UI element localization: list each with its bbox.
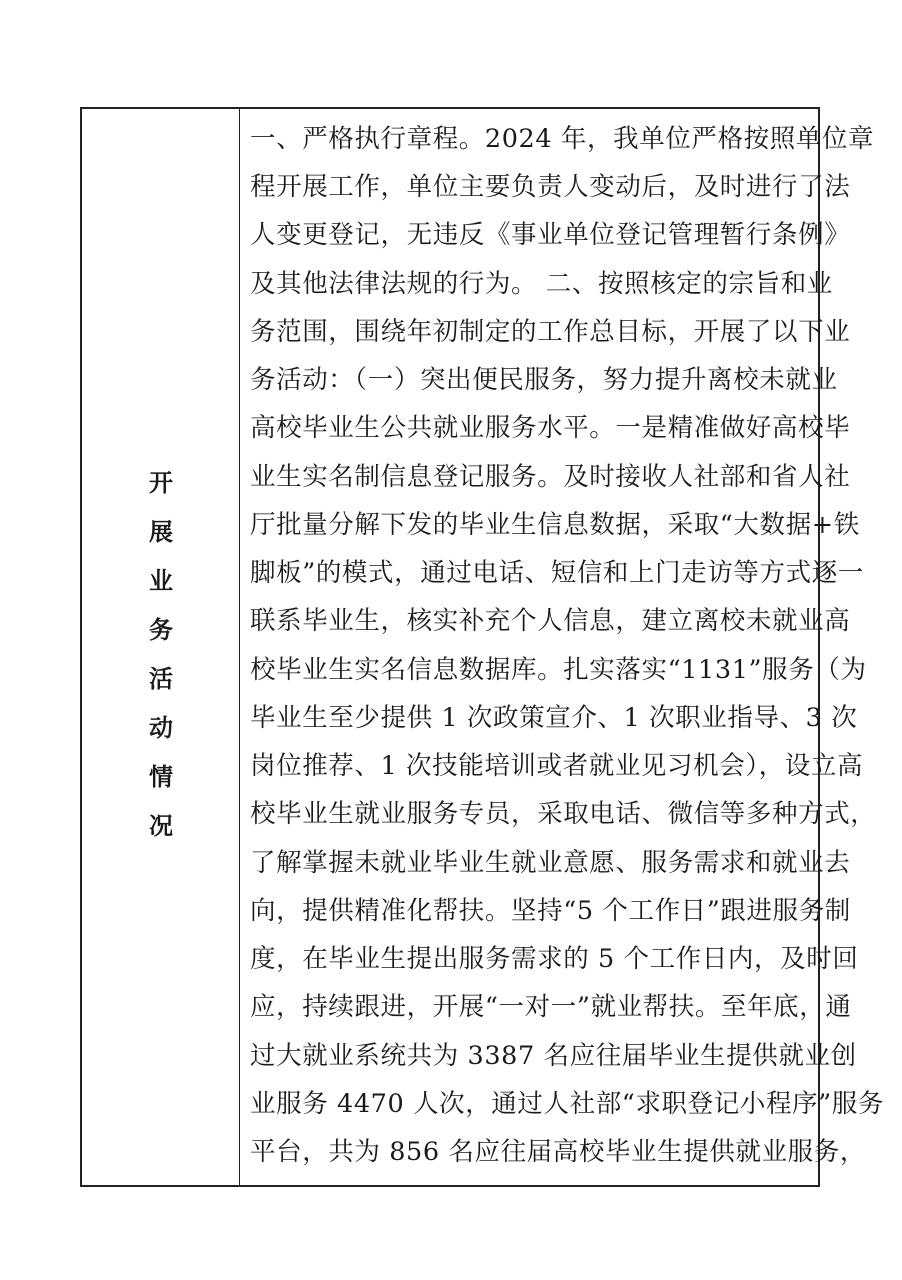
content-line: 向，提供精准化帮扶。坚持“5 个工作日”跟进服务制	[250, 896, 851, 926]
label-char: 活	[149, 664, 173, 693]
content-line: 程开展工作，单位主要负责人变动后，及时进行了法	[250, 172, 851, 202]
label-char: 开	[149, 468, 173, 497]
label-char: 展	[149, 517, 173, 546]
content-line: 校毕业生实名信息数据库。扎实落实“1131”服务（为	[250, 655, 867, 685]
activity-content-cell	[240, 109, 884, 1185]
content-line: 岗位推荐、1 次技能培训或者就业见习机会），设立高	[250, 751, 864, 781]
label-char: 情	[149, 762, 173, 791]
row-label-cell	[82, 109, 240, 1185]
label-char: 况	[149, 811, 173, 840]
content-line: 应，持续跟进，开展“一对一”就业帮扶。至年底，通	[250, 992, 852, 1022]
content-line: 及其他法律法规的行为。 二、按照核定的宗旨和业	[250, 269, 833, 299]
content-line: 务活动：（一）突出便民服务，努力提升离校未就业	[250, 365, 838, 395]
content-line: 校毕业生就业服务专员，采取电话、微信等多种方式，	[250, 799, 877, 829]
content-line: 高校毕业生公共就业服务水平。一是精准做好高校毕	[250, 413, 851, 443]
content-line: 务范围，围绕年初制定的工作总目标，开展了以下业	[250, 317, 851, 347]
label-char: 动	[149, 713, 173, 742]
content-line: 人变更登记，无违反《事业单位登记管理暂行条例》	[250, 220, 851, 250]
content-line: 业生实名制信息登记服务。及时接收人社部和省人社	[250, 462, 851, 492]
content-line: 毕业生至少提供 1 次政策宣介、1 次职业指导、3 次	[250, 703, 858, 733]
label-char: 务	[149, 615, 173, 644]
content-line: 过大就业系统共为 3387 名应往届毕业生提供就业创	[250, 1041, 857, 1071]
content-line: 厅批量分解下发的毕业生信息数据，采取“大数据+铁	[250, 510, 860, 540]
label-char: 业	[149, 566, 173, 595]
content-line: 脚板”的模式，通过电话、短信和上门走访等方式逐一	[250, 558, 864, 588]
content-line: 业服务 4470 人次，通过人社部“求职登记小程序”服务	[250, 1089, 884, 1119]
content-line: 联系毕业生，核实补充个人信息，建立离校未就业高	[250, 606, 851, 636]
content-line: 度，在毕业生提出服务需求的 5 个工作日内，及时回	[250, 944, 859, 974]
content-line: 了解掌握未就业毕业生就业意愿、服务需求和就业去	[250, 848, 851, 878]
content-line: 一、严格执行章程。2024 年，我单位严格按照单位章	[250, 124, 875, 154]
content-line: 平台，共为 856 名应往届高校毕业生提供就业服务，	[250, 1137, 866, 1167]
activity-report-table	[80, 107, 884, 1187]
